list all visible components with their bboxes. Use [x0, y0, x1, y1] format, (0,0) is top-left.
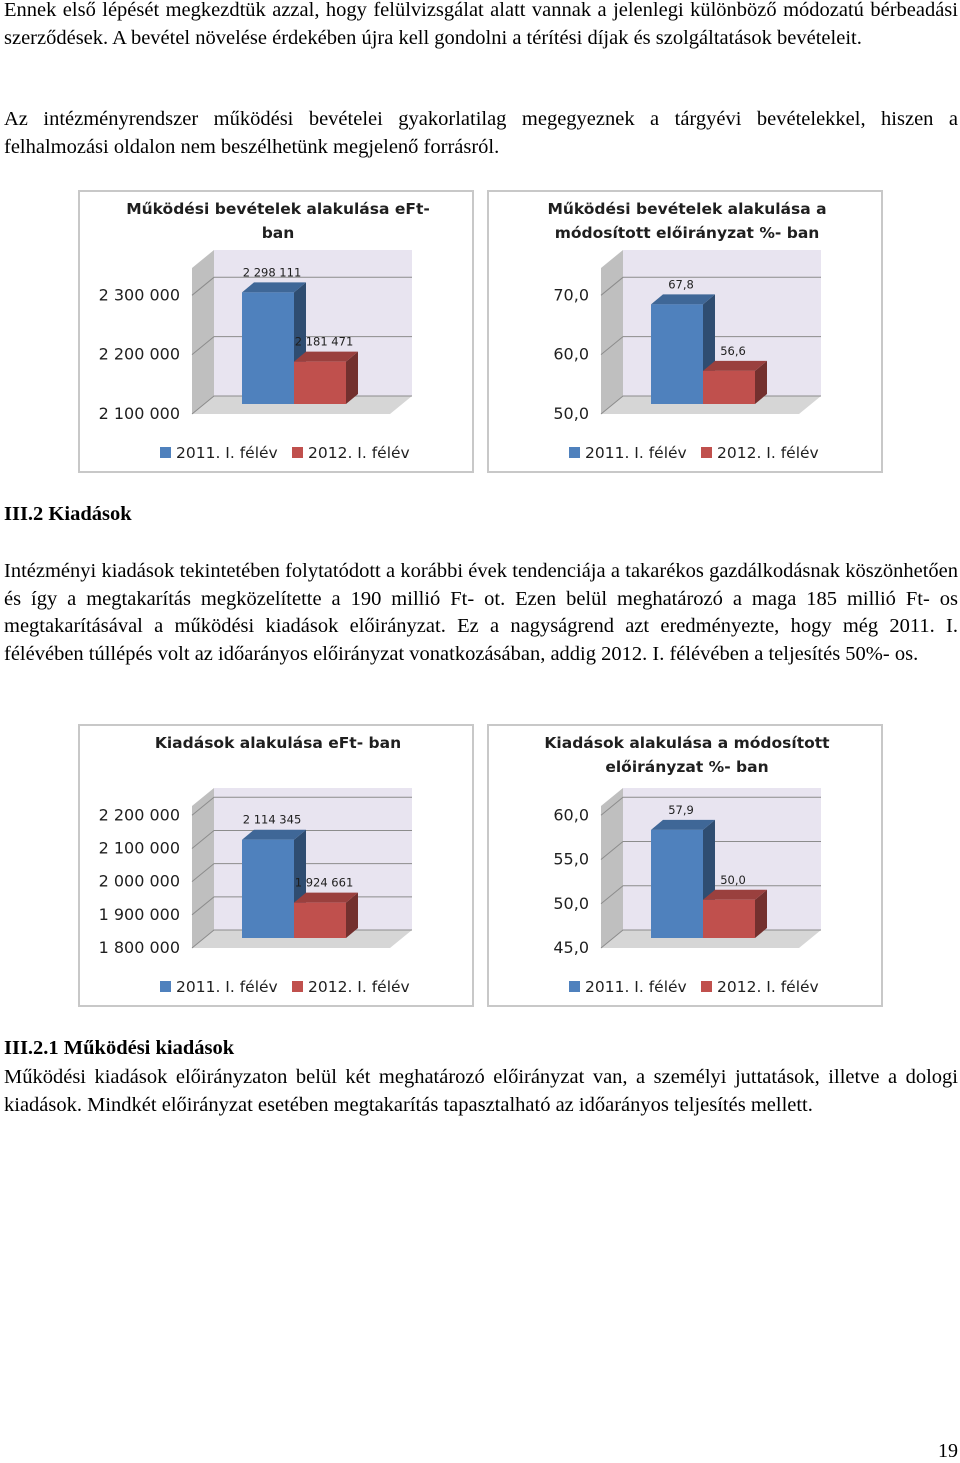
data-label-1: 2 114 345 — [242, 812, 302, 827]
y-tick-label: 2 300 000 — [98, 285, 180, 305]
chart-title-line: Működési bevételek alakulása eFt- — [126, 200, 430, 218]
legend-label-1: 2011. I. félév — [585, 978, 687, 996]
chart-expenses-percent — [487, 724, 883, 1007]
chart-title-line: ban — [261, 224, 295, 242]
y-tick-label: 50,0 — [553, 893, 589, 913]
legend-label-2: 2012. I. félév — [308, 978, 410, 996]
section-heading-operating-expenses: III.2.1 Működési kiadások — [4, 1037, 235, 1059]
paragraph-expenses: Intézményi kiadások tekintetében folytatódott a korábbi évek tendenciája a takarékos gazdálkodásnak köszönhetően és így a megtakarítás megközelítette a 190 millió Ft- ot. Ezen belül meghatározó a maga 185 millió Ft- os megtakarításával a működési kiadások előirányzat. Ez a nagyságrend azt eredményezte, hogy még 2011. I. félévében túllépés volt az időarányos előirányzat vonatkozásában, addig 2012. I. félévében a teljesítés 50%- os. — [4, 560, 958, 665]
data-label-2: 56,6 — [720, 343, 746, 358]
legend-swatch-1 — [569, 447, 580, 458]
chart-revenue-percent — [487, 190, 883, 473]
bar-2 — [294, 903, 346, 938]
y-tick-label: 1 800 000 — [98, 938, 180, 957]
y-tick-label: 2 200 000 — [98, 805, 180, 825]
data-label-1: 57,9 — [668, 802, 694, 817]
y-tick-label: 2 200 000 — [98, 344, 180, 364]
legend-swatch-2 — [701, 981, 712, 992]
data-label-1: 67,8 — [668, 277, 694, 292]
y-tick-label: 60,0 — [553, 344, 589, 364]
chart-side-wall — [192, 250, 214, 414]
paragraph-operating-expenses: Működési kiadások előirányzaton belül két meghatározó előirányzat van, a személyi juttatások, illetve a dologi kiadások. Mindkét előirányzat esetében megtakarítás tapasztalható az időarányos teljesítés mellett. — [4, 1066, 958, 1116]
paragraph-intro: Ennek első lépését megkezdtük azzal, hogy felülvizsgálat alatt vannak a jelenlegi különböző módozatú bérbeadási szerződések. A bevétel növelése érdekében újra kell gondolni a térítési díjak és szolgáltatások bevételeit. — [4, 0, 958, 49]
data-label-1: 2 298 111 — [242, 265, 302, 280]
bar-1 — [242, 292, 294, 404]
paragraph-revenue-note: Az intézményrendszer működési bevételei gyakorlatilag megegyeznek a tárgyévi bevételekkel, hiszen a felhalmozási oldalon nem beszélhetünk megjelenő forrásról. — [4, 108, 958, 158]
chart-svg-0 — [80, 192, 476, 475]
legend-label-2: 2012. I. félév — [717, 978, 819, 996]
bar-1 — [242, 840, 294, 938]
section-heading-expenses: III.2 Kiadások — [4, 503, 132, 525]
legend-label-1: 2011. I. félév — [176, 444, 278, 462]
y-tick-label: 45,0 — [553, 938, 589, 957]
chart-expenses-eft — [78, 724, 474, 1007]
bar-2 — [294, 362, 346, 404]
chart-side-wall — [601, 250, 623, 414]
legend-swatch-1 — [160, 981, 171, 992]
data-label-2: 2 181 471 — [294, 334, 354, 349]
page-number: 19 — [938, 1440, 958, 1462]
chart-svg-3 — [489, 726, 885, 1009]
y-tick-label: 60,0 — [553, 805, 589, 825]
legend-swatch-2 — [701, 447, 712, 458]
legend-label-2: 2012. I. félév — [308, 444, 410, 462]
chart-revenue-eft — [78, 190, 474, 473]
y-tick-label: 2 100 000 — [98, 838, 180, 858]
data-label-2: 1 924 661 — [294, 875, 354, 890]
y-tick-label: 2 000 000 — [98, 871, 180, 891]
bar-2 — [703, 900, 755, 938]
chart-title-line: Működési bevételek alakulása a — [547, 200, 827, 218]
legend-swatch-1 — [160, 447, 171, 458]
y-tick-label: 70,0 — [553, 285, 589, 305]
legend-label-1: 2011. I. félév — [176, 978, 278, 996]
chart-svg-2 — [80, 726, 476, 1009]
bar-1 — [651, 304, 703, 404]
legend-swatch-2 — [292, 981, 303, 992]
bar-1 — [651, 830, 703, 938]
legend-swatch-1 — [569, 981, 580, 992]
chart-svg-1 — [489, 192, 885, 475]
bar-2 — [703, 371, 755, 404]
chart-title-line: Kiadások alakulása a módosított — [544, 734, 830, 752]
y-tick-label: 1 900 000 — [98, 904, 180, 924]
chart-title-line: előirányzat %- ban — [605, 758, 769, 776]
chart-title-line: Kiadások alakulása eFt- ban — [154, 734, 402, 752]
legend-label-2: 2012. I. félév — [717, 444, 819, 462]
legend-label-1: 2011. I. félév — [585, 444, 687, 462]
data-label-2: 50,0 — [720, 872, 746, 887]
chart-title-line: módosított előirányzat %- ban — [554, 224, 820, 242]
legend-swatch-2 — [292, 447, 303, 458]
y-tick-label: 50,0 — [553, 404, 589, 423]
y-tick-label: 2 100 000 — [98, 404, 180, 423]
y-tick-label: 55,0 — [553, 849, 589, 869]
